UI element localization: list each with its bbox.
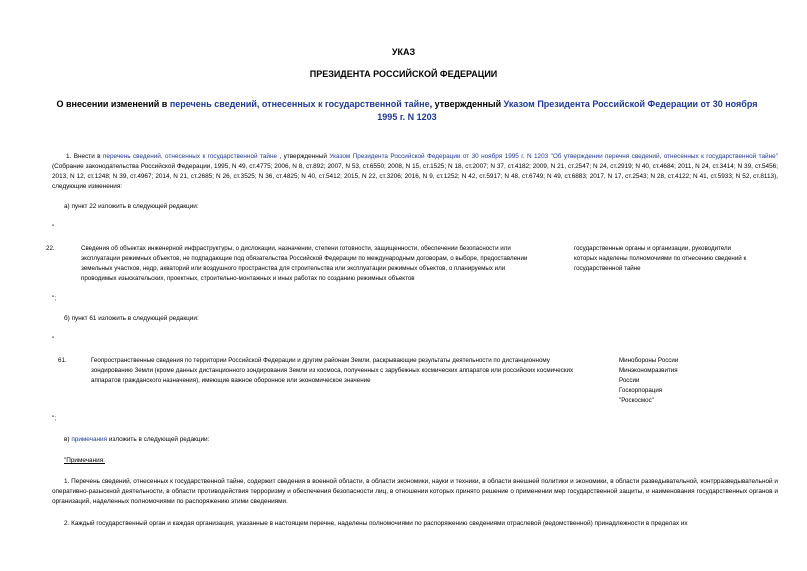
item-b-row-authority [619, 356, 769, 406]
item-b-auth-line: Минобороны России [619, 357, 679, 364]
item-a-row-number: 22. [46, 245, 55, 252]
item-a-row-authority [574, 244, 774, 274]
decree-title: УКАЗ [391, 47, 416, 57]
item-b-desc-line: зондированию Земли (кроме данных дистанционного зондирования Земли из космоса, полученных с зарубежных космических аппаратов или российских космических [91, 367, 574, 374]
item-b-row-number: 61. [58, 357, 67, 364]
note-1-paragraph: 1. Перечень сведений, отнесенных к государственной тайне, содержит сведения в военной области, в области экономики, науки и техники, в области внешней политики и экономики, в области разведывательной, контрразведывательной и оперативно-разыскной деятельности, в области противодействия терроризму и обеспечения безопасности лиц, в отношении которых принято решение о применении мер государственной защиты, и наименования государственных органов и организаций, наделенных полномочиями по распоряжению этими сведениями. [52, 478, 778, 505]
item-a-desc-line: проводимых изыскательских, проектных, строительно-монтажных и иных работах по созданию режимных объектов [81, 275, 415, 282]
item-b-auth-line: Госкорпорация [619, 387, 663, 394]
item-b-auth-line: Минэкономразвития [619, 367, 678, 374]
item-c-prefix: в) [64, 436, 70, 443]
item-b-desc-line: Геопространственные сведения по территории Российской Федерации и другим районам Земли, раскрывающие результаты деятельности по дистанционному [91, 357, 550, 364]
item-a-open-quote: " [52, 224, 55, 231]
section-1-paragraph [52, 152, 778, 192]
item-b-label: б) пункт 61 изложить в следующей редакции: [64, 315, 199, 322]
item-a-row-description [81, 244, 561, 284]
item-a-desc-line: земельных участков, недр, акваторий или воздушного пространства для строительства или эксплуатации режимных объектов, о планируемых или [81, 265, 506, 272]
heading-prefix: О внесении изменений в [56, 99, 168, 109]
decree-issuer: ПРЕЗИДЕНТА РОССИЙСКОЙ ФЕДЕРАЦИИ [309, 69, 498, 79]
document-heading [52, 98, 762, 124]
item-c-suffix: изложить в следующей редакции: [108, 436, 210, 443]
heading-link-decree[interactable]: Указом Президента Российской Федерации от 30 ноября 1995 г. N 1203 [377, 99, 758, 122]
section-1-middle: , утвержденный [279, 153, 327, 160]
item-b-auth-line: России [619, 377, 640, 384]
item-b-close-quote: "; [52, 415, 57, 422]
note-2-paragraph: 2. Каждый государственный орган и каждая организация, указанные в настоящем перечне, наделены полномочиями по распоряжению сведениями отраслевой (ведомственной) принадлежности в пределах их [64, 520, 688, 527]
item-a-auth-line: государственной тайне [574, 265, 641, 272]
heading-middle: , утвержденный [429, 99, 502, 109]
item-c-line [64, 435, 209, 445]
item-a-auth-line: которых наделены полномочиями по отнесению сведений к [574, 255, 747, 262]
section-1-prefix: 1. Внести в [66, 153, 101, 160]
item-a-desc-line: эксплуатации режимных объектов, не подпадающие под обязательства Российской Федерации по международным договорам, о выборе, предоставлении [81, 255, 528, 262]
item-a-auth-line: государственные органы и организации, руководители [574, 245, 732, 252]
notes-heading: "Примечания: [64, 457, 105, 464]
item-b-auth-line: "Роскосмос" [619, 397, 654, 404]
item-c-notes-link[interactable]: примечания [71, 436, 108, 443]
heading-link-list[interactable]: перечень сведений, отнесенных к государственной тайне [169, 99, 430, 109]
section-1-link-decree[interactable]: Указом Президента Российской Федерации от 30 ноября 1995 г. N 1203 "Об утверждении перечня сведений, отнесенных к государственной тайне" [329, 153, 778, 160]
item-a-desc-line: Сведения об объектах инженерной инфраструктуры, о дислокации, назначении, степени готовности, защищенности, обеспечении безопасности или [81, 245, 511, 252]
item-b-desc-line: аппаратов гражданского назначения), имеющие важное оборонное или экономическое значение [91, 377, 371, 384]
item-a-close-quote: "; [52, 295, 57, 302]
item-b-open-quote: " [52, 336, 55, 343]
item-a-label: а) пункт 22 изложить в следующей редакции: [64, 203, 199, 210]
section-1-rest: (Собрание законодательства Российской Федерации, 1995, N 49, ст.4775; 2006, N 8, ст.892; 2007, N 53, ст.6550; 2008, N 15, ст.1525; N 18, ст.2007; N 37, ст.4182; 2009, N 21, ст.2547; N 24, ст.2919; N 40, ст.4684; 2011, N 24, ст.3414; N 39, ст.5456; 2013, N 12, ст.1248; N 39, ст.4967; 2014, N 21, ст.2685; N 26, ст.3525; N 36, ст.4825; N 40, ст.5412; 2015, N 22, ст.3206; 2016, N 9, ст.1252; N 42, ст.5917; N 48, ст.6749; N 49, ст.6883; 2017, N 17, ст.2543; N 28, ст.4122; N 41, ст.5933; N 52, ст.8113), следующие изменения: [52, 163, 778, 190]
item-b-row-description [91, 356, 591, 386]
section-1-link-list[interactable]: перечень сведений, отнесенных к государственной тайне [102, 153, 278, 160]
